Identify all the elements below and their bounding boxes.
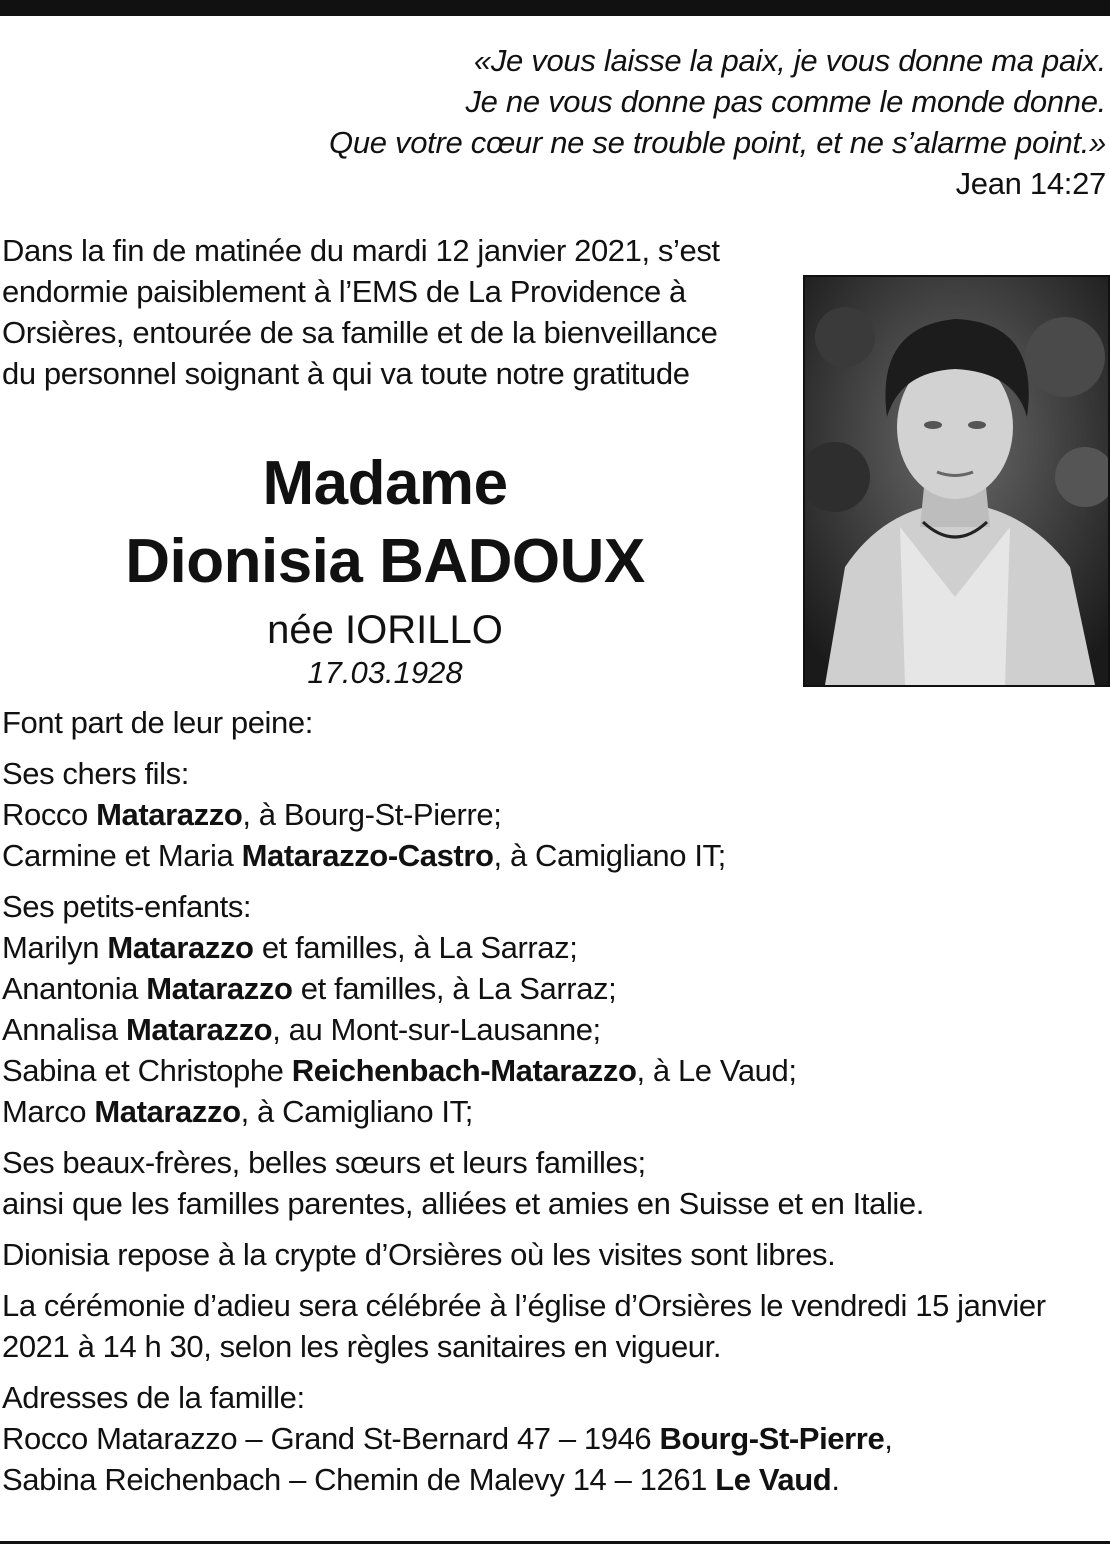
portrait-image: [805, 277, 1108, 685]
son-entry: Carmine et Maria Matarazzo-Castro, à Camigliano IT;: [2, 838, 726, 873]
address-entry: Sabina Reichenbach – Chemin de Malevy 14 – 1261 Le Vaud.: [2, 1462, 840, 1497]
repose-line: Dionisia repose à la crypte d’Orsières où les visites sont libres.: [2, 1237, 836, 1272]
grandchildren-heading: Ses petits-enfants:: [2, 889, 252, 924]
grandchildren-section: [2, 886, 1110, 1132]
ceremony-line: 2021 à 14 h 30, selon les règles sanitaires en vigueur.: [2, 1329, 722, 1364]
top-rule: [0, 0, 1110, 16]
family-section: [2, 1142, 1110, 1224]
quote-line: «Je vous laisse la paix, je vous donne ma paix.: [473, 43, 1106, 78]
grandchild-entry: Marco Matarazzo, à Camigliano IT;: [2, 1094, 473, 1129]
bible-quote: [106, 40, 1106, 204]
quote-reference: Jean 14:27: [955, 166, 1106, 201]
quote-line: Je ne vous donne pas comme le monde donne.: [465, 84, 1106, 119]
birth-date: 17.03.1928: [307, 655, 463, 690]
intro-line: Dans la fin de matinée du mardi 12 janvier 2021, s’est: [2, 233, 720, 268]
grandchild-entry: Sabina et Christophe Reichenbach-Matarazzo, à Le Vaud;: [2, 1053, 797, 1088]
grandchild-entry: Annalisa Matarazzo, au Mont-sur-Lausanne;: [2, 1012, 601, 1047]
family-line: Ses beaux-frères, belles sœurs et leurs familles;: [2, 1145, 646, 1180]
grandchild-entry: Marilyn Matarazzo et familles, à La Sarraz;: [2, 930, 578, 965]
bottom-rule: [0, 1541, 1110, 1544]
portrait-photo: [803, 275, 1110, 687]
addresses-heading: Adresses de la famille:: [2, 1380, 305, 1415]
quote-line: Que votre cœur ne se trouble point, et ne s’alarme point.»: [329, 125, 1106, 160]
deceased-name-block: [0, 445, 770, 691]
sons-section: [2, 753, 1110, 876]
ceremony-line: La cérémonie d’adieu sera célébrée à l’église d’Orsières le vendredi 15 janvier: [2, 1288, 1046, 1323]
grandchild-entry: Anantonia Matarazzo et familles, à La Sarraz;: [2, 971, 617, 1006]
intro-paragraph: [2, 230, 772, 394]
address-entry: Rocco Matarazzo – Grand St-Bernard 47 – 1946 Bourg-St-Pierre,: [2, 1421, 893, 1456]
intro-line: du personnel soignant à qui va toute notre gratitude: [2, 356, 690, 391]
announcement-body: [2, 702, 1110, 1510]
announce-line: Font part de leur peine:: [2, 705, 313, 740]
intro-line: Orsières, entourée de sa famille et de la bienveillance: [2, 315, 718, 350]
intro-line: endormie paisiblement à l’EMS de La Providence à: [2, 274, 686, 309]
repose-section: [2, 1234, 1110, 1275]
deceased-name: Dionisia BADOUX: [125, 527, 645, 596]
family-line: ainsi que les familles parentes, alliées et amies en Suisse et en Italie.: [2, 1186, 924, 1221]
maiden-name: née IORILLO: [267, 608, 503, 652]
deceased-title: Madame: [262, 449, 508, 518]
ceremony-section: [2, 1285, 1110, 1367]
sons-heading: Ses chers fils:: [2, 756, 189, 791]
addresses-section: [2, 1377, 1110, 1500]
son-entry: Rocco Matarazzo, à Bourg-St-Pierre;: [2, 797, 502, 832]
